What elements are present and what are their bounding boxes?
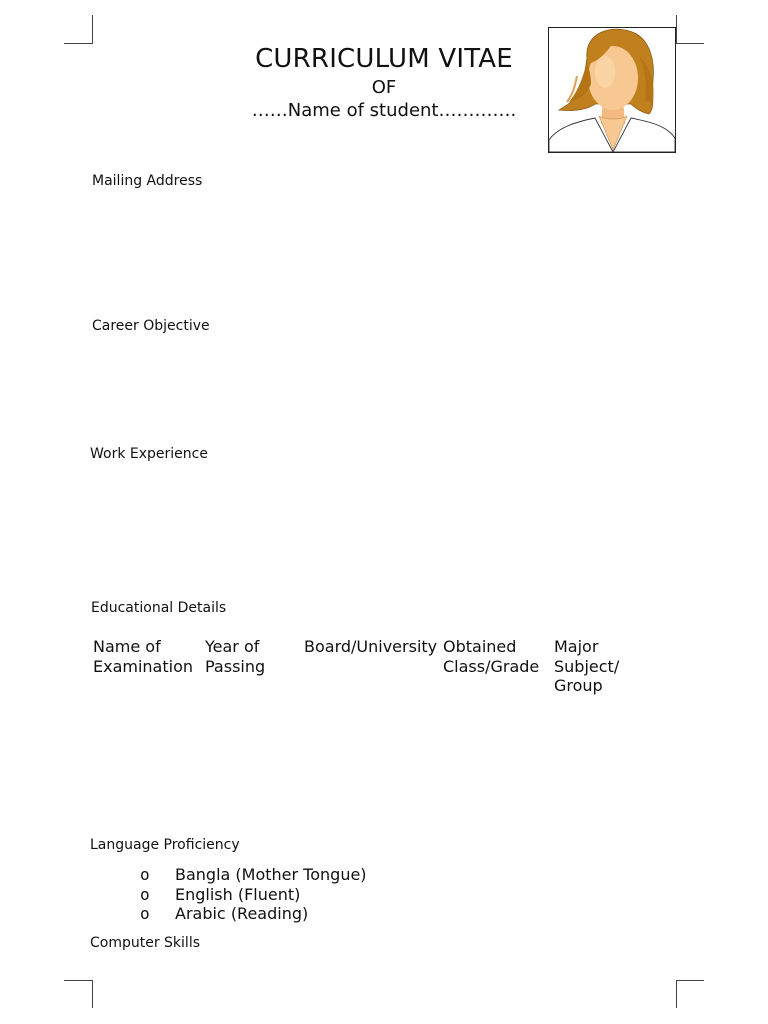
cv-title: CURRICULUM VITAE <box>255 44 513 74</box>
section-language-proficiency: Language Proficiency <box>90 837 240 853</box>
list-item <box>140 904 367 924</box>
section-career-objective: Career Objective <box>92 318 210 334</box>
bullet-marker: o <box>140 865 150 884</box>
list-item <box>140 885 367 905</box>
edu-col-year-line-1: Year of <box>205 637 260 656</box>
edu-col-examination-line-2: Examination <box>93 656 194 676</box>
female-avatar-icon <box>549 28 675 152</box>
language-item-text: Arabic (Reading) <box>175 904 309 923</box>
section-educational-details: Educational Details <box>91 600 227 616</box>
crop-mark-bottom-right-v <box>676 980 677 1008</box>
crop-mark-top-left-v <box>92 15 93 44</box>
crop-mark-bottom-left-v <box>92 980 93 1008</box>
edu-col-examination-line-1: Name of <box>93 637 161 656</box>
edu-col-board-line-1: Board/University <box>304 637 438 656</box>
edu-col-major <box>554 637 619 696</box>
language-item-text: English (Fluent) <box>175 884 301 904</box>
crop-mark-bottom-left-h <box>64 980 93 981</box>
section-mailing-address: Mailing Address <box>92 173 203 189</box>
edu-col-grade-line-1: Obtained <box>443 637 517 656</box>
cv-title-of: OF <box>371 77 397 98</box>
section-computer-skills: Computer Skills <box>90 935 201 951</box>
crop-mark-top-right-v <box>676 15 677 44</box>
edu-col-year-line-2: Passing <box>205 656 266 676</box>
student-name-placeholder: ……Name of student…………. <box>251 100 517 121</box>
profile-photo <box>548 27 676 153</box>
bullet-marker: o <box>140 884 150 904</box>
bullet-marker: o <box>140 904 150 923</box>
edu-col-grade-line-2: Class/Grade <box>443 656 540 676</box>
edu-col-major-line-1: Major <box>554 637 599 656</box>
crop-mark-bottom-right-h <box>676 980 704 981</box>
crop-mark-top-left-h <box>64 43 93 44</box>
edu-col-grade <box>443 637 539 676</box>
edu-col-major-line-3: Group <box>554 676 603 695</box>
edu-col-examination <box>93 637 193 676</box>
edu-col-year <box>205 637 265 676</box>
language-list <box>140 865 367 924</box>
edu-col-major-line-2: Subject/ <box>554 656 620 676</box>
language-item-text: Bangla (Mother Tongue) <box>175 865 367 884</box>
crop-mark-top-right-h <box>676 43 704 44</box>
section-work-experience: Work Experience <box>90 446 208 462</box>
list-item <box>140 865 367 885</box>
edu-col-board <box>304 637 437 657</box>
